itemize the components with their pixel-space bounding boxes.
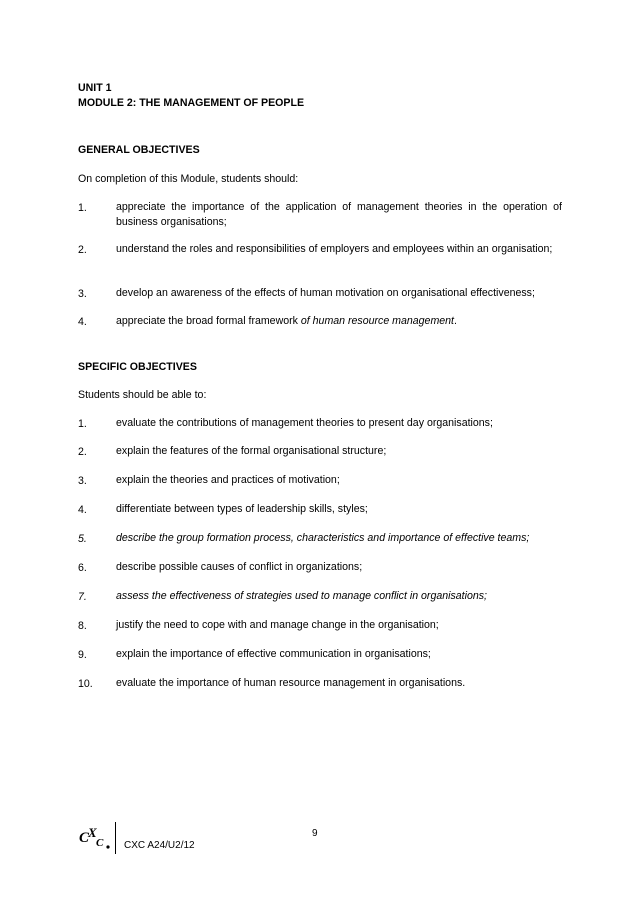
specific-item-number: 10. [78,678,93,690]
specific-item-number: 8. [78,620,87,632]
svg-text:C: C [96,837,104,849]
general-item-text-plain: appreciate the broad formal framework [116,315,301,327]
specific-item-text: assess the effectiveness of strategies used to manage conflict in organisations; [116,590,487,602]
specific-item-number: 6. [78,562,87,574]
general-item-text [116,314,562,329]
specific-item-number: 4. [78,504,87,516]
unit-heading: UNIT 1 [78,82,112,94]
cxc-logo [78,823,112,851]
general-objectives-intro: On completion of this Module, students should: [78,173,299,185]
module-heading: MODULE 2: THE MANAGEMENT OF PEOPLE [78,97,305,109]
specific-item-text: describe possible causes of conflict in organizations; [116,561,363,573]
general-item-text-italic: of human resource management [300,315,454,327]
specific-item-text: explain the importance of effective communication in organisations; [116,648,431,660]
specific-item-text: describe the group formation process, characteristics and importance of effective teams; [116,532,530,544]
svg-text:C: C [79,830,90,846]
specific-item-text: evaluate the importance of human resource management in organisations. [116,677,466,689]
svg-text:X: X [88,825,97,840]
general-item-text-end: . [454,315,457,327]
specific-item-number: 1. [78,418,87,430]
document-code: CXC A24/U2/12 [124,840,195,851]
specific-item-text: explain the theories and practices of motivation; [116,474,340,486]
specific-objectives-intro: Students should be able to: [78,389,207,401]
general-item-text: develop an awareness of the effects of human motivation on organisational effectiveness; [116,287,535,299]
specific-objectives-heading: SPECIFIC OBJECTIVES [78,361,197,373]
specific-item-number: 3. [78,475,87,487]
general-item-number: 1. [78,202,87,214]
specific-item-number: 5. [78,533,87,545]
specific-item-number: 7. [78,591,87,603]
general-item-number: 2. [78,244,87,256]
general-item-text: appreciate the importance of the application of management theories in the operation of business organisations; [116,201,562,228]
general-item-text: understand the roles and responsibilities of employers and employees within an organisation; [116,243,553,255]
specific-item-text: evaluate the contributions of management theories to present day organisations; [116,417,493,429]
specific-item-number: 9. [78,649,87,661]
page-number: 9 [312,828,318,839]
general-item-number: 4. [78,316,87,328]
general-objectives-heading: GENERAL OBJECTIVES [78,144,200,156]
general-item-number: 3. [78,288,87,300]
specific-item-number: 2. [78,446,87,458]
footer-divider [115,822,116,854]
specific-item-text: explain the features of the formal organisational structure; [116,445,387,457]
specific-item-text: justify the need to cope with and manage change in the organisation; [116,619,439,631]
specific-item-text: differentiate between types of leadership skills, styles; [116,503,368,515]
